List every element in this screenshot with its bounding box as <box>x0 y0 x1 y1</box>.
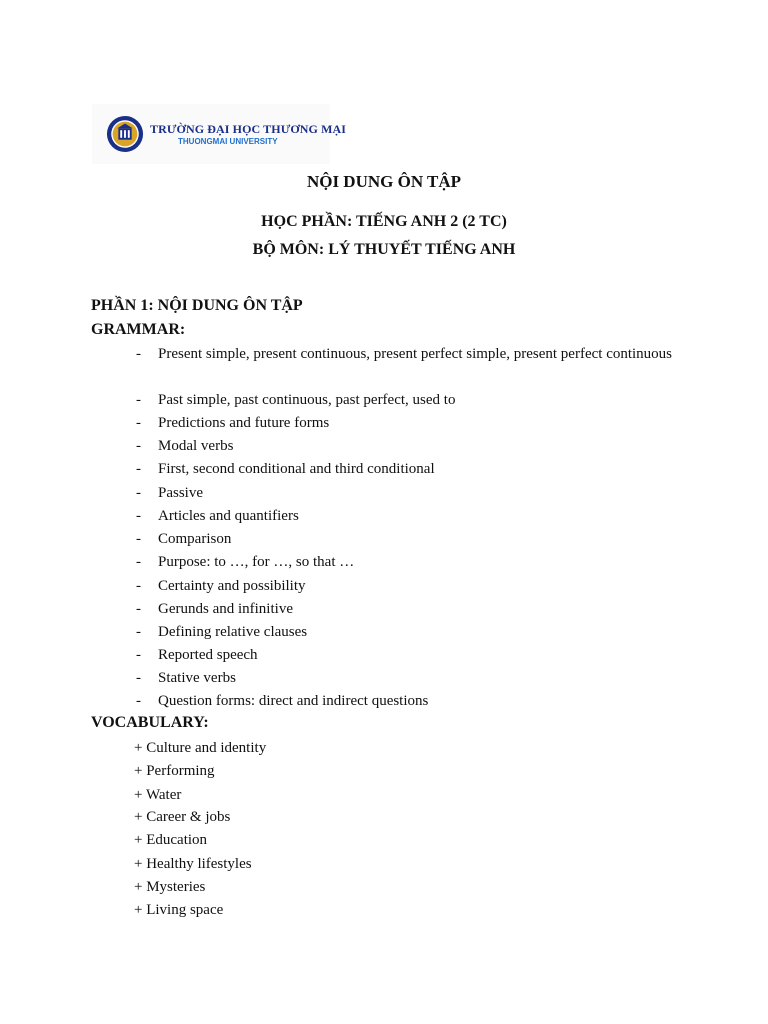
grammar-item-text: Past simple, past continuous, past perfect, used to <box>158 392 456 408</box>
grammar-item-text: Present simple, present continuous, present perfect simple, present perfect continuous <box>158 346 673 362</box>
grammar-item-text: Comparison <box>158 531 232 547</box>
grammar-item-text: Stative verbs <box>158 670 236 686</box>
logo-name-vi: TRƯỜNG ĐẠI HỌC THƯƠNG MẠI <box>150 121 347 136</box>
grammar-item-text: Modal verbs <box>158 438 234 454</box>
grammar-item-text: Certainty and possibility <box>158 578 306 594</box>
list-bullet: - <box>136 461 141 477</box>
section-title: PHẦN 1: NỘI DUNG ÔN TẬP <box>91 297 303 314</box>
list-bullet: - <box>136 554 141 570</box>
department-title: BỘ MÔN: LÝ THUYẾT TIẾNG ANH <box>252 241 516 258</box>
list-bullet: - <box>136 508 141 524</box>
logo-text <box>150 123 346 146</box>
vocabulary-item: + Career & jobs <box>134 809 231 825</box>
list-bullet: - <box>136 624 141 640</box>
list-bullet: - <box>136 438 141 454</box>
vocabulary-item: + Education <box>134 832 208 848</box>
grammar-item-text: Gerunds and infinitive <box>158 601 293 617</box>
grammar-item-text: First, second conditional and third conditional <box>158 461 435 477</box>
grammar-item-text: Reported speech <box>158 647 258 663</box>
grammar-item-text: Purpose: to …, for …, so that … <box>158 554 355 570</box>
list-bullet: - <box>136 670 141 686</box>
vocabulary-item: + Living space <box>134 902 224 918</box>
list-bullet: - <box>136 392 141 408</box>
grammar-item-text: Articles and quantifiers <box>158 508 299 524</box>
vocabulary-item: + Mysteries <box>134 879 206 895</box>
grammar-item-text: Predictions and future forms <box>158 415 330 431</box>
logo-name-en: THUONGMAI UNIVERSITY <box>178 136 278 146</box>
list-bullet: - <box>136 693 141 709</box>
vocabulary-item: + Water <box>134 787 182 803</box>
grammar-heading: GRAMMAR: <box>91 321 186 338</box>
vocabulary-item: + Culture and identity <box>134 740 267 756</box>
list-bullet: - <box>136 578 141 594</box>
list-bullet: - <box>136 531 141 547</box>
vocabulary-heading: VOCABULARY: <box>91 714 209 731</box>
university-logo <box>92 104 347 164</box>
course-title: HỌC PHẦN: TIẾNG ANH 2 (2 TC) <box>261 213 507 230</box>
grammar-item-text: Defining relative clauses <box>158 624 308 640</box>
list-bullet: - <box>136 415 141 431</box>
list-bullet: - <box>136 647 141 663</box>
grammar-item-text: Passive <box>158 485 203 501</box>
list-bullet: - <box>136 346 141 362</box>
list-bullet: - <box>136 601 141 617</box>
document-title: NỘI DUNG ÔN TẬP <box>306 172 462 191</box>
list-bullet: - <box>136 485 141 501</box>
vocabulary-item: + Healthy lifestyles <box>134 856 252 872</box>
grammar-item-text: Question forms: direct and indirect questions <box>158 693 429 709</box>
university-seal-icon <box>106 115 144 153</box>
vocabulary-item: + Performing <box>134 763 215 779</box>
